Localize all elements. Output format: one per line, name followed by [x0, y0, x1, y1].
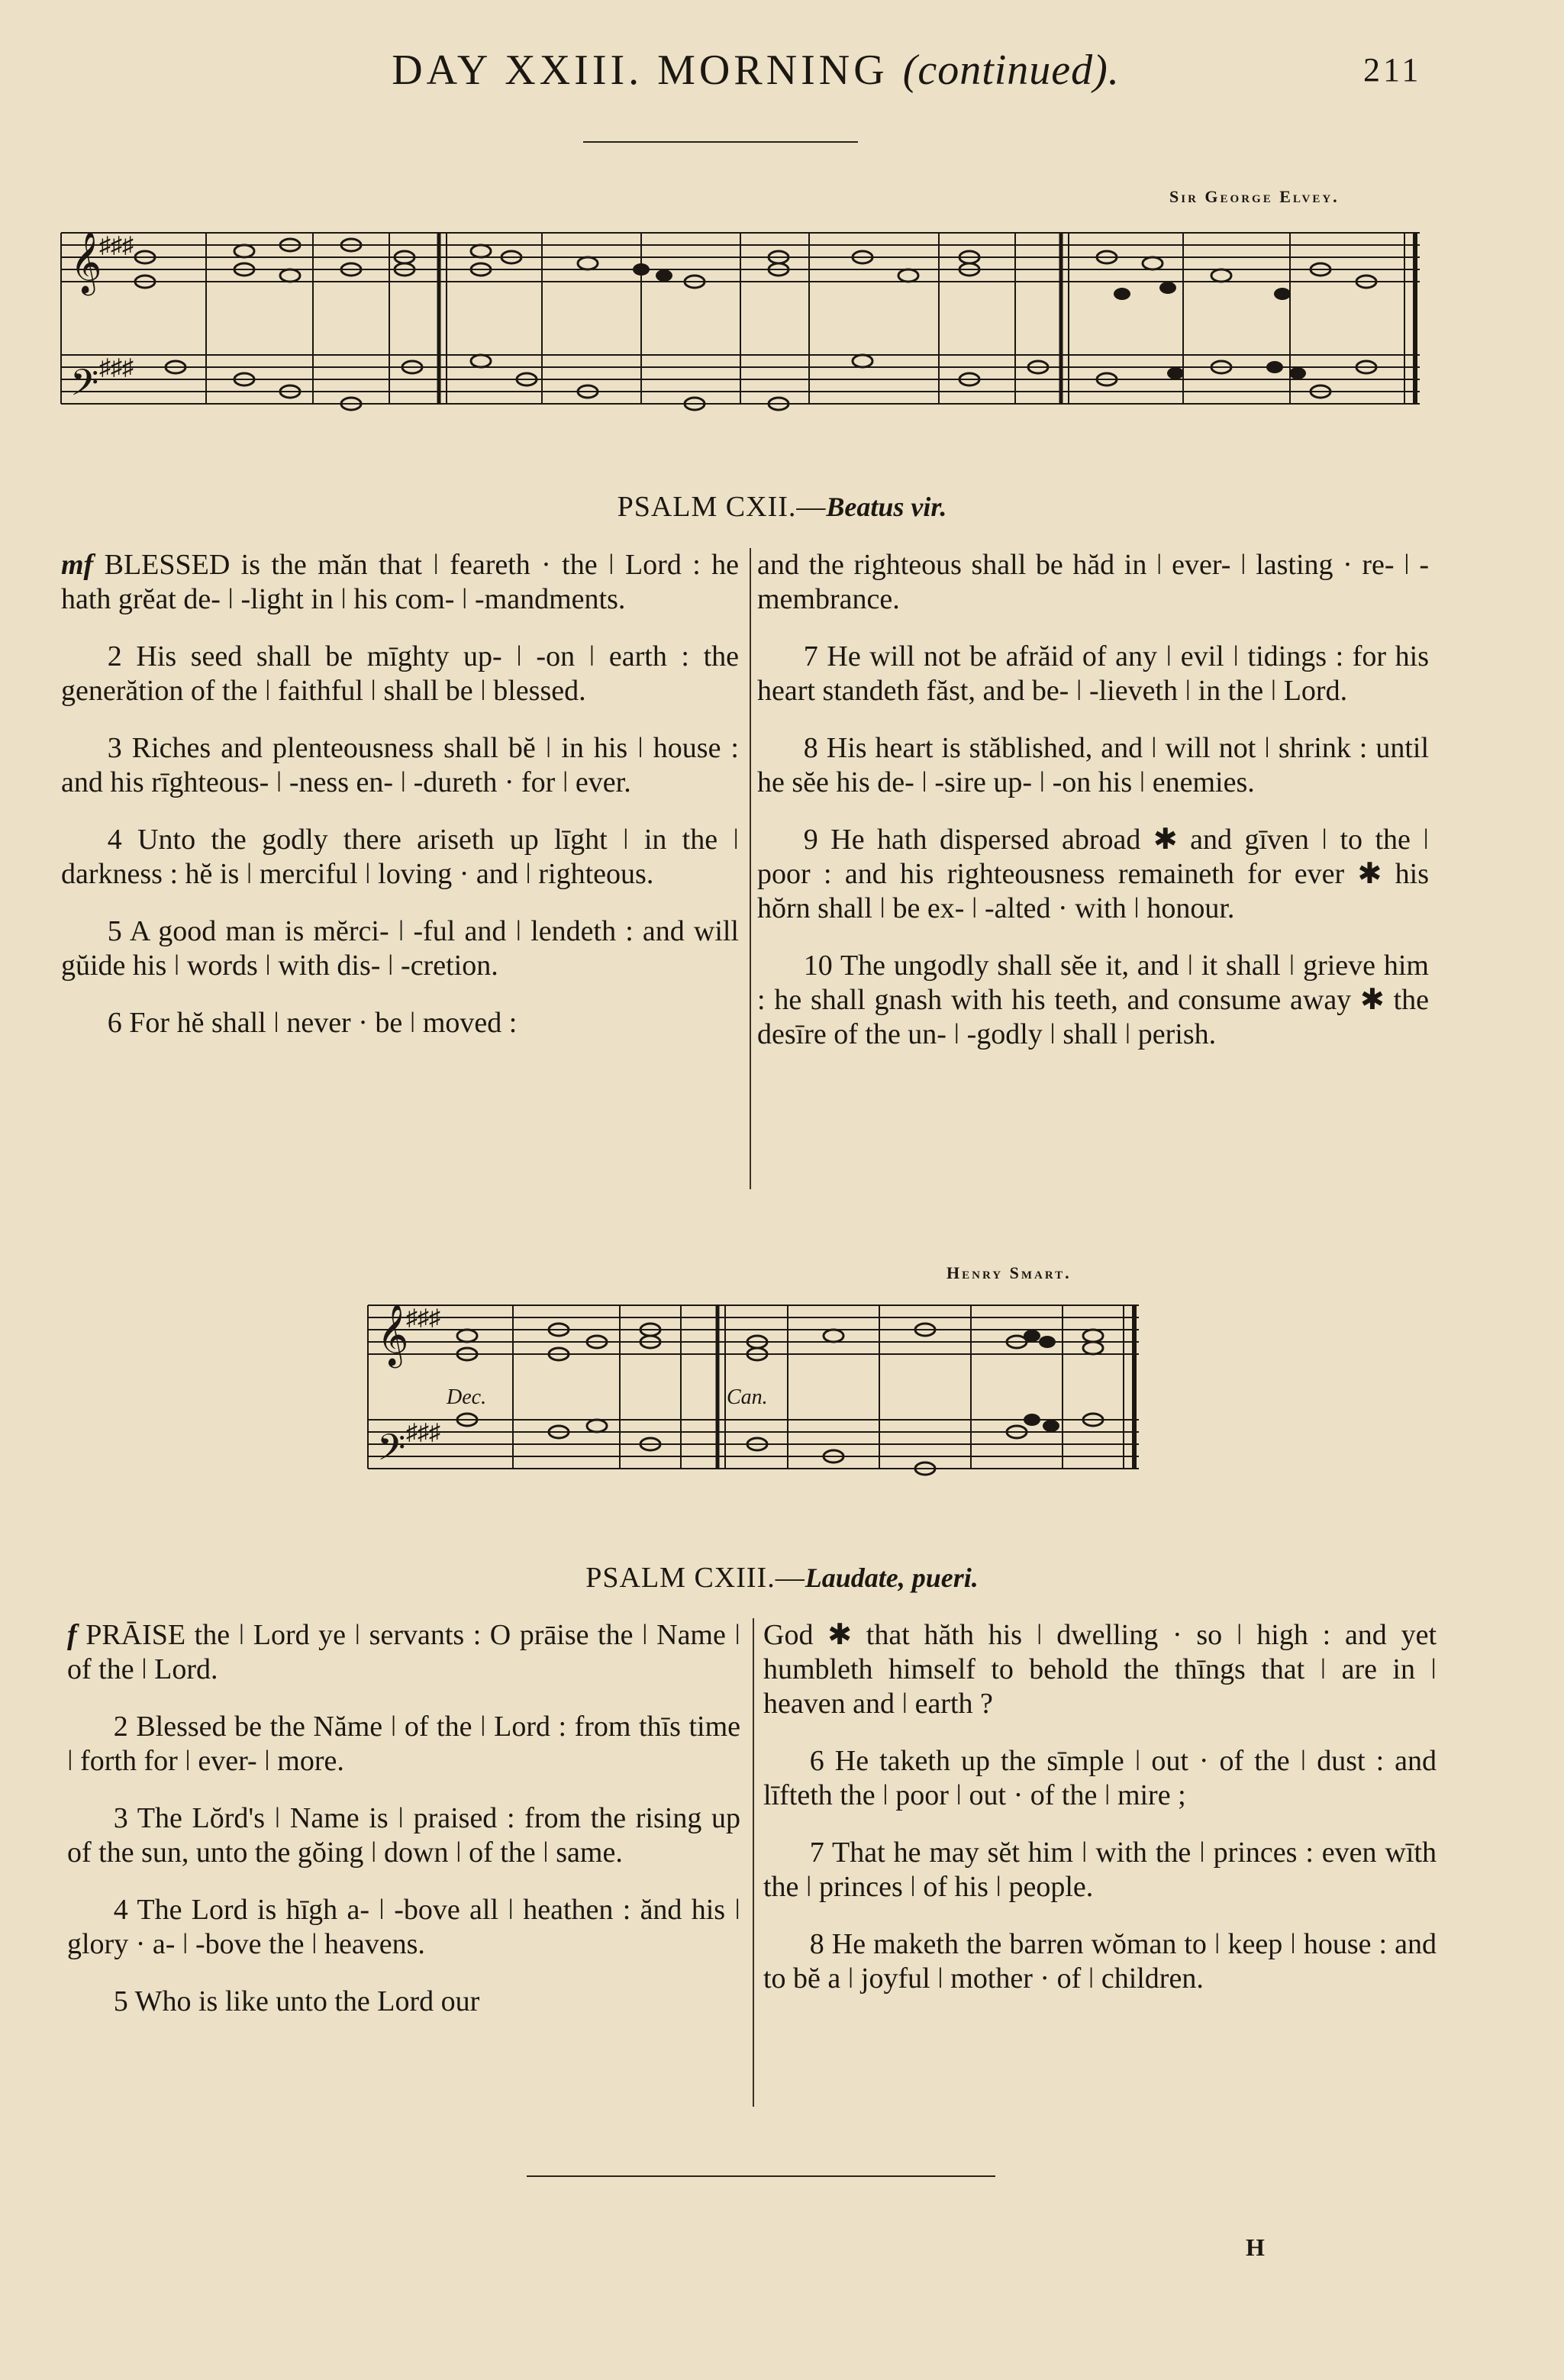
psalm-112-verse-2: 2 His seed shall be mīghty up- ǀ -on ǀ earth : the generătion of the ǀ faithful ǀ shall be ǀ blessed. [61, 640, 739, 707]
psalm-113-left-column [67, 1618, 740, 2042]
svg-text:♯♯♯: ♯♯♯ [406, 1420, 440, 1445]
svg-text:♯♯♯: ♯♯♯ [406, 1305, 440, 1330]
cantoris-label: Can. [727, 1385, 768, 1409]
page-title [0, 46, 1511, 95]
psalm-112-latin-title: Beatus vir. [826, 492, 947, 522]
psalm-113-verse-5-start: 5 Who is like unto the Lord our [113, 1985, 480, 2017]
music-score-chant-1 [53, 210, 1427, 454]
psalm-113-verse-5-cont: God ✱ that hăth his ǀ dwelling · so ǀ high : and yet humbleth himself to behold the thīngs that ǀ are in ǀ heaven and ǀ earth ? [763, 1619, 1437, 1720]
psalm-112-verse-5: 5 A good man is mĕrci- ǀ -ful and ǀ lendeth : and will gŭide his ǀ words ǀ with dis- ǀ -cretion. [61, 915, 739, 982]
psalm-113-verse-3: 3 The Lŏrd's ǀ Name is ǀ praised : from the rising up of the sun, unto the gŏing ǀ down ǀ of the ǀ same. [67, 1802, 740, 1869]
composer-credit: Sir George Elvey. [1169, 187, 1340, 206]
psalm-112-verse-7: 7 He will not be afrăid of any ǀ evil ǀ tidings : for his heart standeth făst, and be- ǀ -lieveth ǀ in the ǀ Lord. [757, 640, 1429, 707]
psalm-113-verse-1 [67, 1618, 740, 1687]
psalm-112-verse-8: 8 His heart is stăblished, and ǀ will not ǀ shrink : until he sĕe his de- ǀ -sire up- ǀ -on his ǀ enemies. [757, 732, 1429, 798]
dynamic-marking: f [67, 1619, 77, 1651]
page-title-continued: (continued). [902, 47, 1120, 94]
psalm-113-verse-7: 7 That he may sĕt him ǀ with the ǀ princes : even wīth the ǀ princes ǀ of his ǀ people. [763, 1837, 1437, 1903]
svg-text:𝄞: 𝄞 [70, 234, 102, 292]
psalm-112-verse-9: 9 He hath dispersed abroad ✱ and gīven ǀ to the ǀ poor : and his righteousness remaineth for ever ✱ his hŏrn shall ǀ be ex- ǀ -alted · with ǀ honour. [757, 824, 1429, 924]
psalm-113-latin-title: Laudate, pueri. [805, 1562, 979, 1593]
decani-label: Dec. [447, 1385, 487, 1409]
column-divider [753, 1618, 754, 2107]
running-head [0, 46, 1564, 107]
header-rule [583, 141, 858, 143]
svg-text:♯♯♯: ♯♯♯ [99, 355, 134, 380]
dynamic-marking: mf [61, 549, 94, 581]
psalm-113-number: PSALM CXIII.— [585, 1562, 805, 1594]
psalm-113-verse-6: 6 He taketh up the sīmple ǀ out · of the ǀ dust : and līfteth the ǀ poor ǀ out · of the ǀ mire ; [763, 1745, 1437, 1811]
psalm-112-verse-1 [61, 548, 739, 617]
psalm-113-verse-4: 4 The Lord is hīgh a- ǀ -bove all ǀ heathen : ănd his ǀ glory · a- ǀ -bove the ǀ heavens. [67, 1894, 740, 1960]
psalm-113-verse-8: 8 He maketh the barren wŏman to ǀ keep ǀ house : and to bĕ a ǀ joyful ǀ mother · of ǀ children. [763, 1928, 1437, 1995]
psalm-112-verse-6-cont: and the righteous shall be hăd in ǀ ever- ǀ lasting · re- ǀ -membrance. [757, 549, 1429, 615]
page-title-main: DAY XXIII. MORNING [392, 47, 888, 94]
page-number: 211 [1363, 51, 1422, 89]
psalm-113-title [0, 1561, 1564, 1595]
psalm-112-right-column [757, 548, 1429, 1075]
psalm-112-verse-10: 10 The ungodly shall sĕe it, and ǀ it shall ǀ grieve him : he shall gnash with his teeth, and consume away ✱ the desīre of the un- ǀ -godly ǀ shall ǀ perish. [757, 950, 1429, 1050]
psalm-112-number: PSALM CXII.— [617, 491, 827, 523]
verse-text: PRĀISE the ǀ Lord ye ǀ servants : O prāise the ǀ Name ǀ of the ǀ Lord. [67, 1619, 740, 1685]
psalm-113-right-column [763, 1618, 1437, 2019]
signature-mark: H [1246, 2233, 1265, 2261]
psalm-112-title [0, 490, 1564, 524]
svg-text:𝄞: 𝄞 [377, 1306, 409, 1365]
verse-text: BLESSED is the măn that ǀ feareth · the ǀ Lord : he hath grĕat de- ǀ -light in ǀ his com- ǀ -mandments. [61, 549, 739, 615]
svg-text:♯♯♯: ♯♯♯ [99, 233, 134, 258]
composer-credit: Henry Smart. [946, 1263, 1072, 1282]
psalm-112-verse-3: 3 Riches and plenteousness shall bĕ ǀ in his ǀ house : and his rīghteous- ǀ -ness en- ǀ -dureth · for ǀ ever. [61, 732, 739, 798]
psalm-112-verse-6-start: 6 For hĕ shall ǀ never · be ǀ moved : [107, 1007, 518, 1039]
psalm-112-verse-4: 4 Unto the godly there ariseth up līght ǀ in the ǀ darkness : hĕ is ǀ merciful ǀ loving · and ǀ righteous. [61, 824, 739, 890]
psalm-112-left-column [61, 548, 739, 1063]
svg-text:𝄢: 𝄢 [377, 1427, 406, 1477]
end-rule [527, 2175, 995, 2177]
column-divider [750, 548, 751, 1189]
svg-text:𝄢: 𝄢 [70, 363, 99, 412]
psalm-113-verse-2: 2 Blessed be the Năme ǀ of the ǀ Lord : from thīs time ǀ forth for ǀ ever- ǀ more. [67, 1711, 740, 1777]
